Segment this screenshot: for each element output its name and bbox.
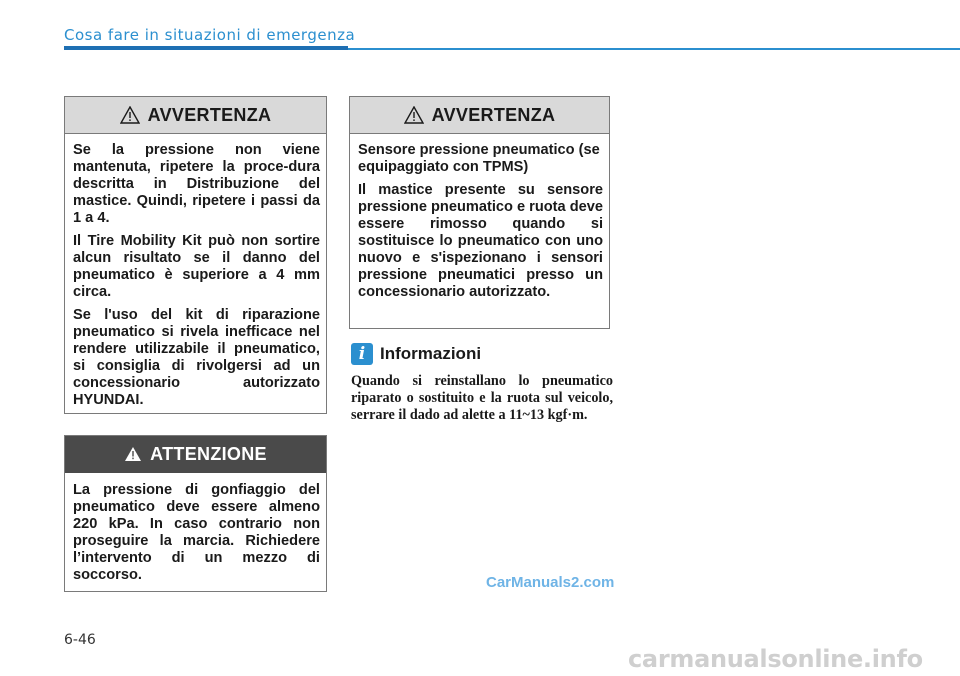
- warning-triangle-icon: [404, 106, 424, 124]
- warning-body: [350, 134, 609, 309]
- warning-paragraph: Se la pressione non viene mantenuta, ripetere la proce-dura descritta in Distribuzione del mastice. Quindi, ripetere i passi da 1 a 4.: [73, 142, 320, 226]
- header-title: Cosa fare in situazioni di emergenza: [64, 26, 356, 44]
- warning-paragraph: Sensore pressione pneumatico (se equipaggiato con TPMS): [358, 142, 600, 175]
- warning-paragraph: Il mastice presente su sensore pressione pneumatico e ruota deve essere rimosso quando si sostituisce lo pneumatico con uno nuovo e s'ispezionano i sensori pressione pneumatici presso un concessionario autorizzato.: [358, 182, 603, 300]
- warning-paragraph: Se l'uso del kit di riparazione pneumatico si rivela inefficace nel rendere utilizzabile il pneumatico, si consiglia di rivolgersi ad un concessionario autorizzato HYUNDAI.: [73, 307, 320, 408]
- header-rule: [348, 48, 960, 50]
- info-text: Quando si reinstallano lo pneumatico riparato o sostituito e la ruota sul veicolo, serrare il dado ad alette a 11~13 kgf·m.: [351, 373, 613, 423]
- caution-header: [65, 436, 326, 473]
- warning-header: [65, 97, 326, 134]
- info-icon: i: [351, 343, 373, 365]
- warning-heading: AVVERTENZA: [147, 104, 272, 125]
- warning-box-left: [64, 96, 327, 414]
- info-title: Informazioni: [380, 344, 482, 363]
- watermark: CarManuals2.com: [486, 574, 615, 591]
- caution-box: [64, 435, 327, 592]
- warning-header: [350, 97, 609, 134]
- header-bar: [64, 46, 348, 50]
- caution-heading: ATTENZIONE: [150, 443, 267, 464]
- caution-body: [65, 473, 326, 592]
- footer-watermark: carmanualsonline.info: [628, 645, 923, 673]
- warning-body: [65, 134, 326, 417]
- caution-triangle-icon: [124, 446, 142, 462]
- page-number: 6-46: [64, 632, 96, 648]
- warning-heading: AVVERTENZA: [431, 104, 556, 125]
- caution-paragraph: La pressione di gonfiaggio del pneumatico deve essere almeno 220 kPa. In caso contrario non proseguire la marcia. Richiedere l’intervento di un mezzo di soccorso.: [73, 482, 320, 583]
- warning-box-right: [349, 96, 610, 329]
- info-header: [351, 343, 481, 365]
- warning-triangle-icon: [120, 106, 140, 124]
- warning-paragraph: Il Tire Mobility Kit può non sortire alcun risultato se il danno del pneumatico è superiore a 4 mm circa.: [73, 233, 320, 300]
